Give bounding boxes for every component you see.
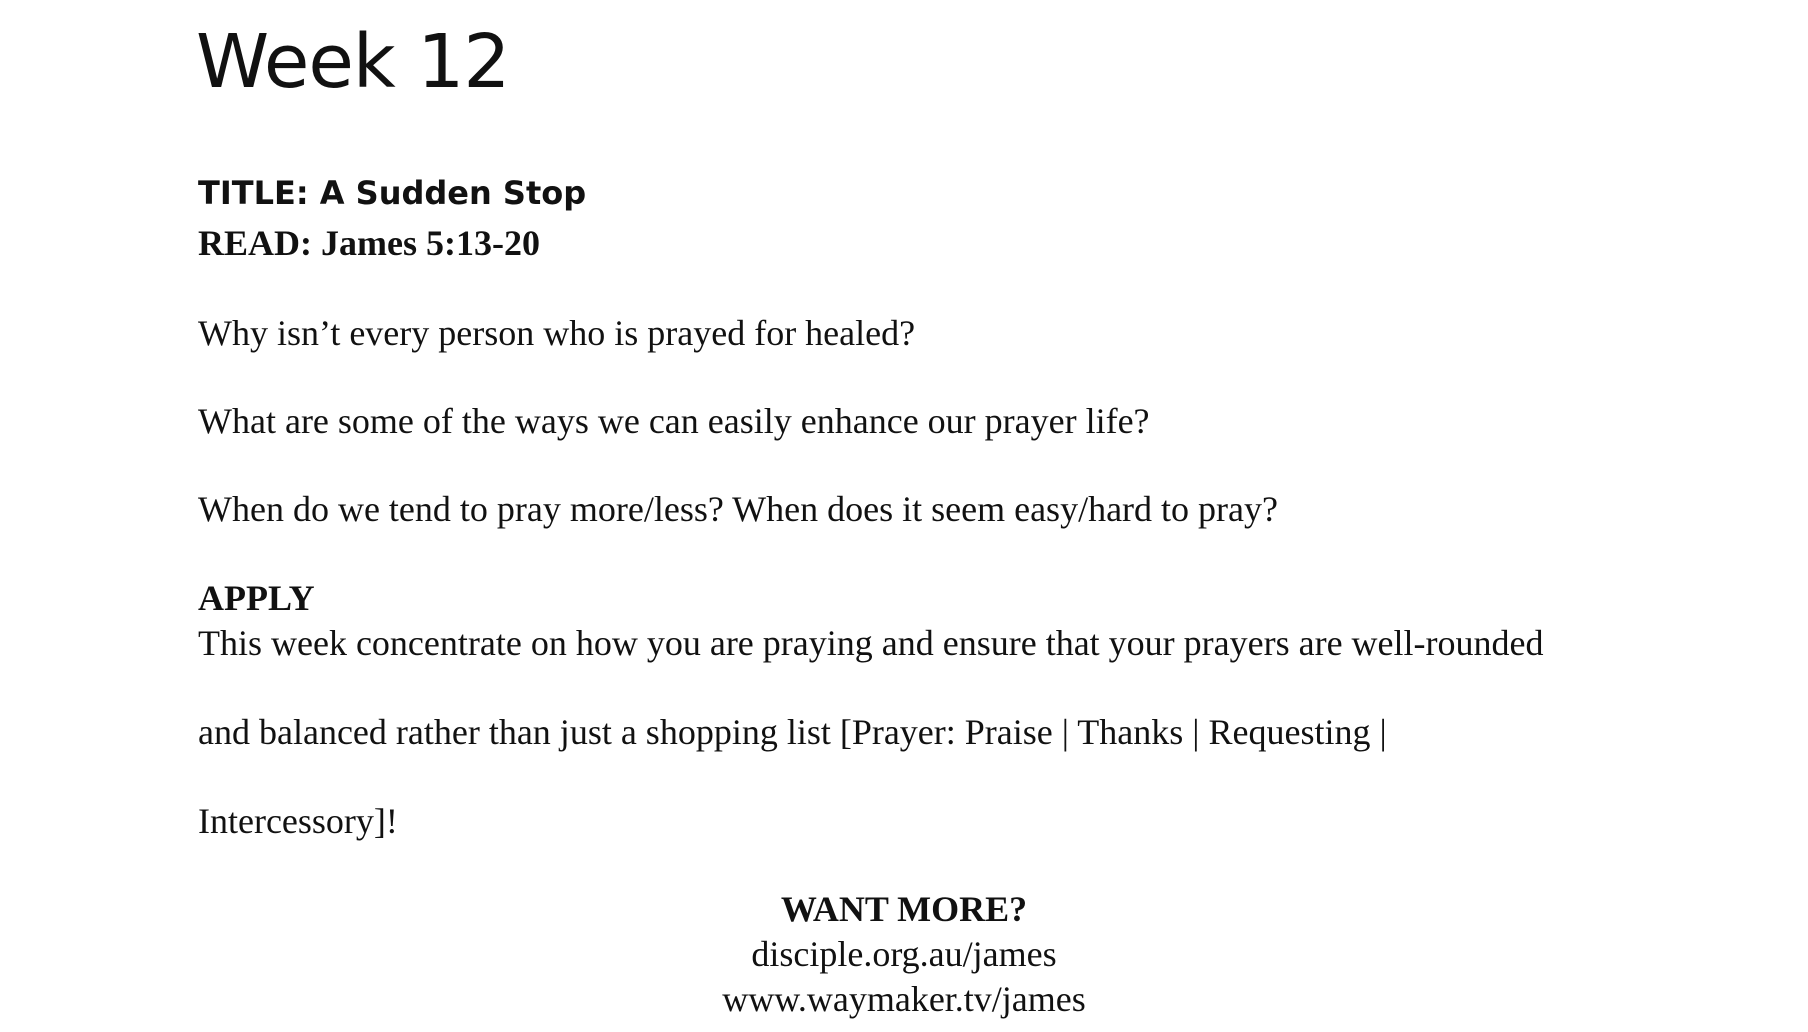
apply-line-1: This week concentrate on how you are praying and ensure that your prayers are well-rounded — [198, 623, 1544, 663]
question-3: When do we tend to pray more/less? When does it seem easy/hard to pray? — [198, 489, 1278, 529]
want-more-heading: WANT MORE? — [780, 889, 1028, 929]
read-reference: READ: James 5:13-20 — [198, 223, 540, 263]
apply-heading: APPLY — [198, 578, 315, 618]
question-2: What are some of the ways we can easily enhance our prayer life? — [198, 401, 1150, 441]
page-heading: Week 12 — [196, 19, 510, 105]
link-waymaker[interactable]: www.waymaker.tv/james — [722, 979, 1086, 1019]
apply-line-2: and balanced rather than just a shopping list [Prayer: Praise | Thanks | Requesting | — [198, 712, 1387, 752]
study-title: TITLE: A Sudden Stop — [198, 174, 587, 212]
link-disciple[interactable]: disciple.org.au/james — [751, 934, 1057, 974]
apply-line-3: Intercessory]! — [198, 801, 398, 841]
question-1: Why isn’t every person who is prayed for healed? — [198, 313, 916, 353]
